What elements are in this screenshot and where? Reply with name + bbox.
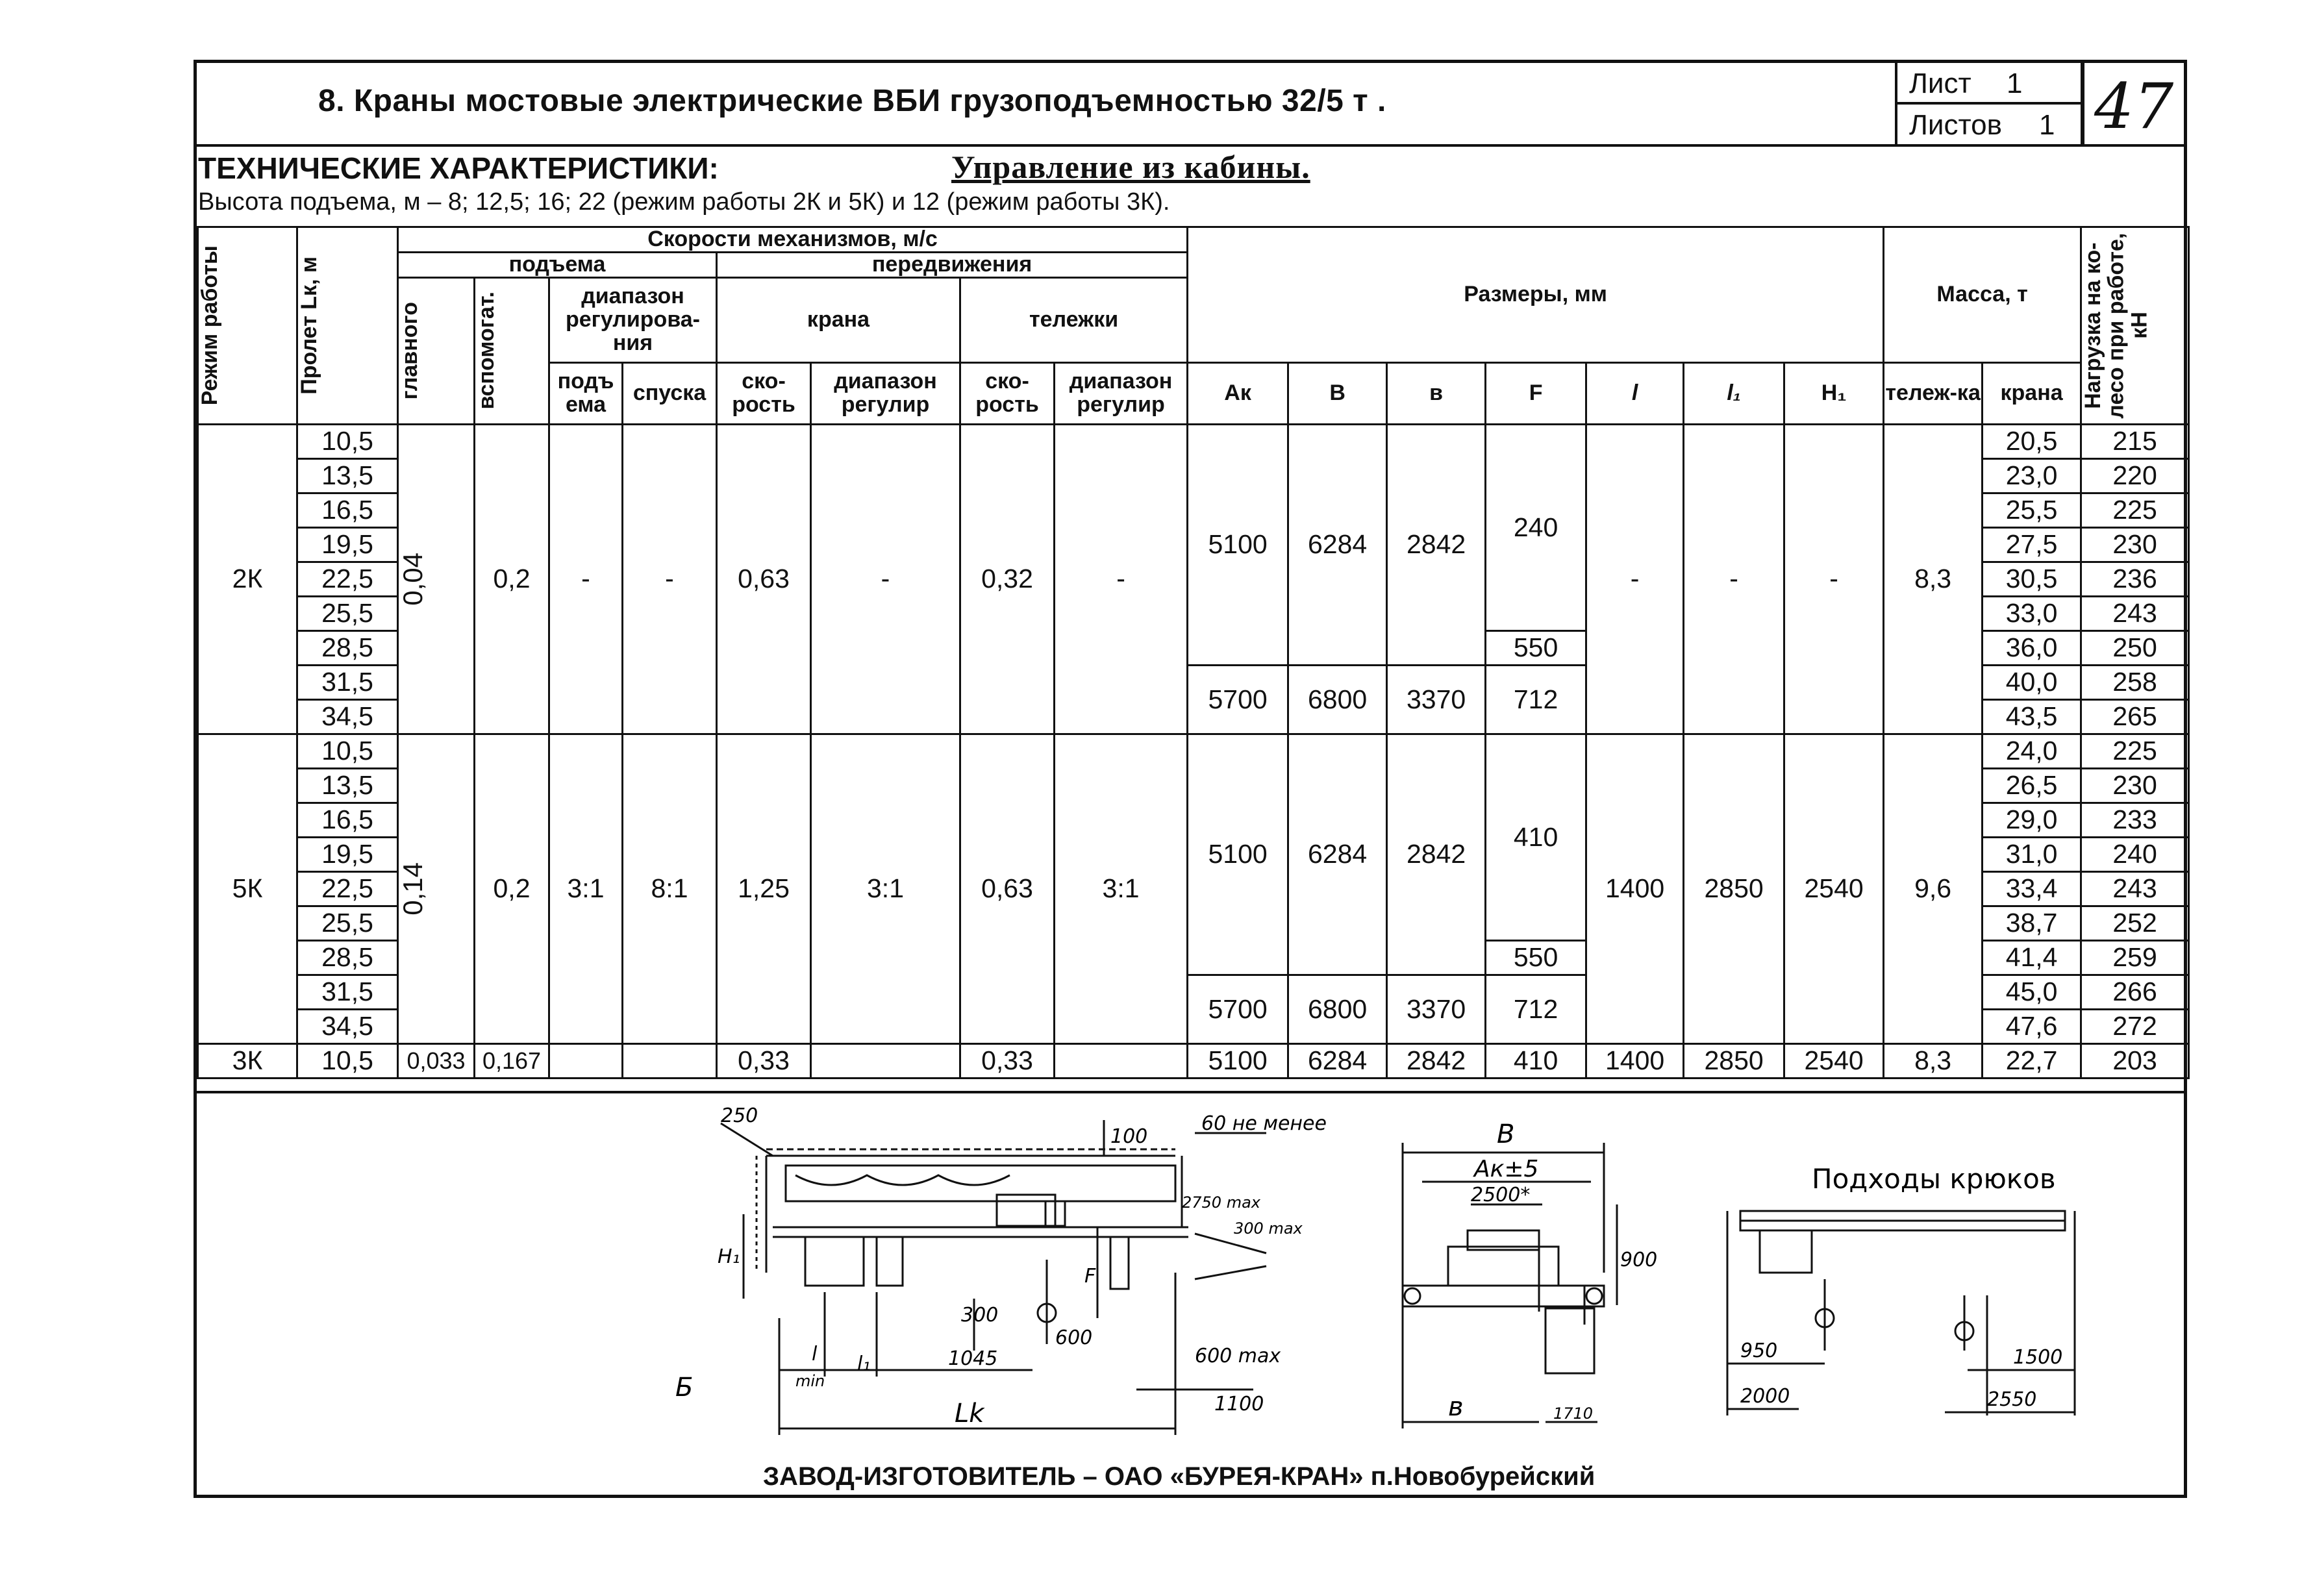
manufacturer-footer: ЗАВОД-ИЗГОТОВИТЕЛЬ – ОАО «БУРЕЯ-КРАН» п.Новобурейский [763, 1462, 1595, 1491]
sheets-value: 1 [2039, 109, 2055, 141]
cell-mode: 2К [198, 424, 297, 734]
cell-crane-mass: 31,0 [1983, 837, 2081, 871]
dim-B-letter: Б [675, 1373, 694, 1403]
dim-600-max: 600 max [1195, 1345, 1281, 1367]
h-mass-crane: крана [1983, 362, 2081, 424]
end-view-drawing [1383, 1117, 1669, 1441]
cell-crane-mass: 40,0 [1983, 665, 2081, 699]
cell-span: 31,5 [297, 975, 398, 1009]
dim-250: 250 [721, 1104, 758, 1127]
cell-F: 410 [1486, 734, 1586, 940]
cell-crane-range: - [811, 424, 960, 734]
h-trolley-range: диапазон регулир [1055, 362, 1188, 424]
cell-crane-mass: 43,5 [1983, 699, 2081, 734]
cell-B: 6800 [1288, 975, 1387, 1043]
cell-crane-range [811, 1043, 960, 1078]
cell-span: 34,5 [297, 699, 398, 734]
tech-heading: ТЕХНИЧЕСКИЕ ХАРАКТЕРИСТИКИ: [198, 151, 719, 185]
cell-crane-mass: 41,4 [1983, 940, 2081, 975]
group-2k [198, 424, 2189, 734]
cell-span: 28,5 [297, 940, 398, 975]
cell-load: 258 [2081, 665, 2189, 699]
cell-B: 6284 [1288, 734, 1387, 975]
h-trolley: тележки [960, 277, 1188, 362]
cell-crane-mass: 22,7 [1983, 1043, 2081, 1078]
cell-up: - [549, 424, 623, 734]
cell-load: 243 [2081, 596, 2189, 630]
cell-crane-mass: 45,0 [1983, 975, 2081, 1009]
h-ak: Ак [1188, 362, 1288, 424]
cell-ak: 5700 [1188, 975, 1288, 1043]
cell-span: 10,5 [297, 424, 398, 458]
dim-1045: 1045 [948, 1347, 998, 1370]
cell-load: 225 [2081, 493, 2189, 527]
h-crane: крана [717, 277, 960, 362]
cell-crane-mass: 26,5 [1983, 768, 2081, 803]
dim-1100: 1100 [1214, 1393, 1264, 1415]
cell-trolley-range [1055, 1043, 1188, 1078]
h-mode: Режим работы [198, 227, 297, 425]
cell-H1: - [1784, 424, 1884, 734]
h-main: главного [398, 277, 475, 424]
dim-1500: 1500 [2013, 1346, 2063, 1369]
cell-load: 215 [2081, 424, 2189, 458]
h-range: диапазон регулирова-ния [549, 277, 717, 362]
cell-ak: 5100 [1188, 1043, 1288, 1078]
cell-b: 2842 [1387, 734, 1486, 975]
cell-crane-mass: 23,0 [1983, 458, 2081, 493]
cell-span: 13,5 [297, 458, 398, 493]
cell-aux: 0,2 [475, 424, 549, 734]
cell-F: 550 [1486, 940, 1586, 975]
cell-span: 16,5 [297, 493, 398, 527]
cell-B: 6284 [1288, 1043, 1387, 1078]
cell-load: 233 [2081, 803, 2189, 837]
sheet-number-divider [2082, 60, 2084, 147]
cell-F: 550 [1486, 630, 1586, 665]
cell-b: 3370 [1387, 665, 1486, 734]
sheet-divider [1895, 102, 2083, 105]
cell-crane-mass: 33,0 [1983, 596, 2081, 630]
h-l: l [1586, 362, 1684, 424]
cell-span: 19,5 [297, 527, 398, 562]
cell-trolley-speed: 0,32 [960, 424, 1055, 734]
dim-60-min: 60 не менее [1201, 1112, 1327, 1135]
cell-crane-mass: 29,0 [1983, 803, 2081, 837]
cell-aux: 0,167 [475, 1043, 549, 1078]
dim-600: 600 [1055, 1327, 1093, 1349]
drawing-divider [194, 1091, 2187, 1093]
h-travel: передвижения [717, 252, 1188, 277]
h-aux: вспомогат. [475, 277, 549, 424]
cell-up [549, 1043, 623, 1078]
cell-b: 2842 [1387, 1043, 1486, 1078]
sheet-value: 1 [2007, 68, 2023, 99]
cell-B: 6284 [1288, 424, 1387, 665]
sheet-label: Лист [1909, 68, 1971, 99]
h-lift: подъема [398, 252, 717, 277]
dim-300: 300 [961, 1304, 999, 1327]
dim-2000: 2000 [1740, 1385, 1790, 1408]
cell-ak: 5100 [1188, 734, 1288, 975]
cell-load: 243 [2081, 871, 2189, 906]
cell-b: 3370 [1387, 975, 1486, 1043]
cell-span: 13,5 [297, 768, 398, 803]
dim-l: l [812, 1343, 818, 1365]
h-trolley-speed: ско-рость [960, 362, 1055, 424]
cell-load: 250 [2081, 630, 2189, 665]
cell-up: 3:1 [549, 734, 623, 1043]
page-title: 8. Краны мостовые электрические ВБИ грузоподъемностью 32/5 т . [318, 84, 1386, 118]
table-row [198, 424, 2189, 458]
handwritten-page-number: 47 [2094, 70, 2174, 143]
cell-crane-mass: 36,0 [1983, 630, 2081, 665]
cell-F: 410 [1486, 1043, 1586, 1078]
cell-load: 266 [2081, 975, 2189, 1009]
cell-load: 203 [2081, 1043, 2189, 1078]
h-speeds: Скорости механизмов, м/с [398, 227, 1188, 253]
cell-span: 31,5 [297, 665, 398, 699]
cell-l: 1400 [1586, 734, 1684, 1043]
cell-F: 712 [1486, 975, 1586, 1043]
cell-H1: 2540 [1784, 734, 1884, 1043]
cell-span: 22,5 [297, 562, 398, 596]
cell-l: 1400 [1586, 1043, 1684, 1078]
cell-span: 34,5 [297, 1009, 398, 1043]
cell-crane-mass: 33,4 [1983, 871, 2081, 906]
cell-trolley-mass: 9,6 [1884, 734, 1983, 1043]
cell-span: 25,5 [297, 596, 398, 630]
cell-load: 236 [2081, 562, 2189, 596]
dim-100: 100 [1110, 1125, 1148, 1148]
control-mode: Управление из кабины. [951, 149, 1310, 185]
dim-H1: H₁ [718, 1245, 740, 1268]
h-b: в [1387, 362, 1486, 424]
sheets-label: Листов [1909, 109, 2002, 141]
cell-B: 6800 [1288, 665, 1387, 734]
cell-span: 22,5 [297, 871, 398, 906]
cell-load: 240 [2081, 837, 2189, 871]
dim-l1: l₁ [857, 1353, 871, 1375]
cell-down: - [623, 424, 717, 734]
cell-span: 10,5 [297, 734, 398, 768]
h-F: F [1486, 362, 1586, 424]
cell-span: 16,5 [297, 803, 398, 837]
cell-span: 25,5 [297, 906, 398, 940]
h-span: Пролет Lк, м [297, 227, 398, 425]
group-3k [198, 1043, 2189, 1078]
cell-load: 225 [2081, 734, 2189, 768]
cell-ak: 5100 [1188, 424, 1288, 665]
dim-900: 900 [1620, 1249, 1658, 1271]
dim-F: F [1084, 1265, 1096, 1288]
h-mass-trolley: тележ-ка [1884, 362, 1983, 424]
cell-span: 10,5 [297, 1043, 398, 1078]
spec-table [197, 226, 2190, 1079]
cell-F: 240 [1486, 424, 1586, 630]
cell-crane-speed: 0,33 [717, 1043, 811, 1078]
h-H1: Н₁ [1784, 362, 1884, 424]
h-mass: Масса, т [1884, 227, 2081, 363]
h-dims: Размеры, мм [1188, 227, 1884, 363]
dim-300-max: 300 max [1234, 1219, 1303, 1238]
cell-crane-speed: 1,25 [717, 734, 811, 1043]
cell-trolley-range: 3:1 [1055, 734, 1188, 1043]
cell-mode: 3К [198, 1043, 297, 1078]
cell-load: 230 [2081, 527, 2189, 562]
h-crane-speed: ско-рость [717, 362, 811, 424]
cell-aux: 0,2 [475, 734, 549, 1043]
header-divider [194, 144, 2187, 147]
cell-span: 19,5 [297, 837, 398, 871]
hook-approach-drawing [1721, 1156, 2078, 1428]
cell-ak: 5700 [1188, 665, 1288, 734]
cell-crane-mass: 27,5 [1983, 527, 2081, 562]
cell-mode: 5К [198, 734, 297, 1043]
dim-Lk: Lk [955, 1399, 984, 1428]
cell-load: 272 [2081, 1009, 2189, 1043]
h-up: подъ ема [549, 362, 623, 424]
cell-load: 259 [2081, 940, 2189, 975]
cell-down: 8:1 [623, 734, 717, 1043]
group-5k [198, 734, 2189, 1043]
cell-load: 220 [2081, 458, 2189, 493]
lift-height-note: Высота подъема, м – 8; 12,5; 16; 22 (режим работы 2К и 5К) и 12 (режим работы 3К). [198, 188, 1170, 216]
h-load: Нагрузка на ко-лесо при работе, кН [2081, 227, 2189, 425]
dim-b-end: в [1448, 1392, 1464, 1422]
cell-crane-mass: 24,0 [1983, 734, 2081, 768]
cell-crane-mass: 20,5 [1983, 424, 2081, 458]
cell-b: 2842 [1387, 424, 1486, 665]
cell-l1: - [1684, 424, 1784, 734]
side-elevation-drawing [675, 1104, 1331, 1454]
cell-crane-mass: 30,5 [1983, 562, 2081, 596]
cell-trolley-mass: 8,3 [1884, 1043, 1983, 1078]
cell-crane-mass: 47,6 [1983, 1009, 2081, 1043]
table-row [198, 734, 2189, 768]
cell-load: 230 [2081, 768, 2189, 803]
cell-l: - [1586, 424, 1684, 734]
hooks-title: Подходы крюков [1812, 1163, 2056, 1195]
cell-load: 265 [2081, 699, 2189, 734]
cell-trolley-mass: 8,3 [1884, 424, 1983, 734]
cell-trolley-speed: 0,33 [960, 1043, 1055, 1078]
cell-crane-speed: 0,63 [717, 424, 811, 734]
h-down: спуска [623, 362, 717, 424]
cell-span: 28,5 [297, 630, 398, 665]
cell-l1: 2850 [1684, 734, 1784, 1043]
dim-2750: 2750 max [1182, 1193, 1260, 1212]
cell-main: 0,04 [398, 424, 475, 734]
cell-F: 712 [1486, 665, 1586, 734]
cell-load: 252 [2081, 906, 2189, 940]
cell-l1: 2850 [1684, 1043, 1784, 1078]
cell-H1: 2540 [1784, 1043, 1884, 1078]
dim-min: min [795, 1372, 825, 1390]
h-crane-range: диапазон регулир [811, 362, 960, 424]
cell-main: 0,033 [398, 1043, 475, 1078]
cell-crane-mass: 25,5 [1983, 493, 2081, 527]
h-B: В [1288, 362, 1387, 424]
dim-Ak: Ак±5 [1474, 1156, 1539, 1182]
dim-B-end: B [1497, 1119, 1515, 1149]
dim-2500: 2500* [1471, 1184, 1531, 1206]
cell-trolley-speed: 0,63 [960, 734, 1055, 1043]
cell-main: 0,14 [398, 734, 475, 1043]
dim-950: 950 [1740, 1340, 1778, 1362]
dim-2550: 2550 [1987, 1388, 2037, 1411]
cell-trolley-range: - [1055, 424, 1188, 734]
cell-crane-mass: 38,7 [1983, 906, 2081, 940]
cell-down [623, 1043, 717, 1078]
cell-crane-range: 3:1 [811, 734, 960, 1043]
dim-1710: 1710 [1553, 1404, 1594, 1423]
h-l1: l₁ [1684, 362, 1784, 424]
